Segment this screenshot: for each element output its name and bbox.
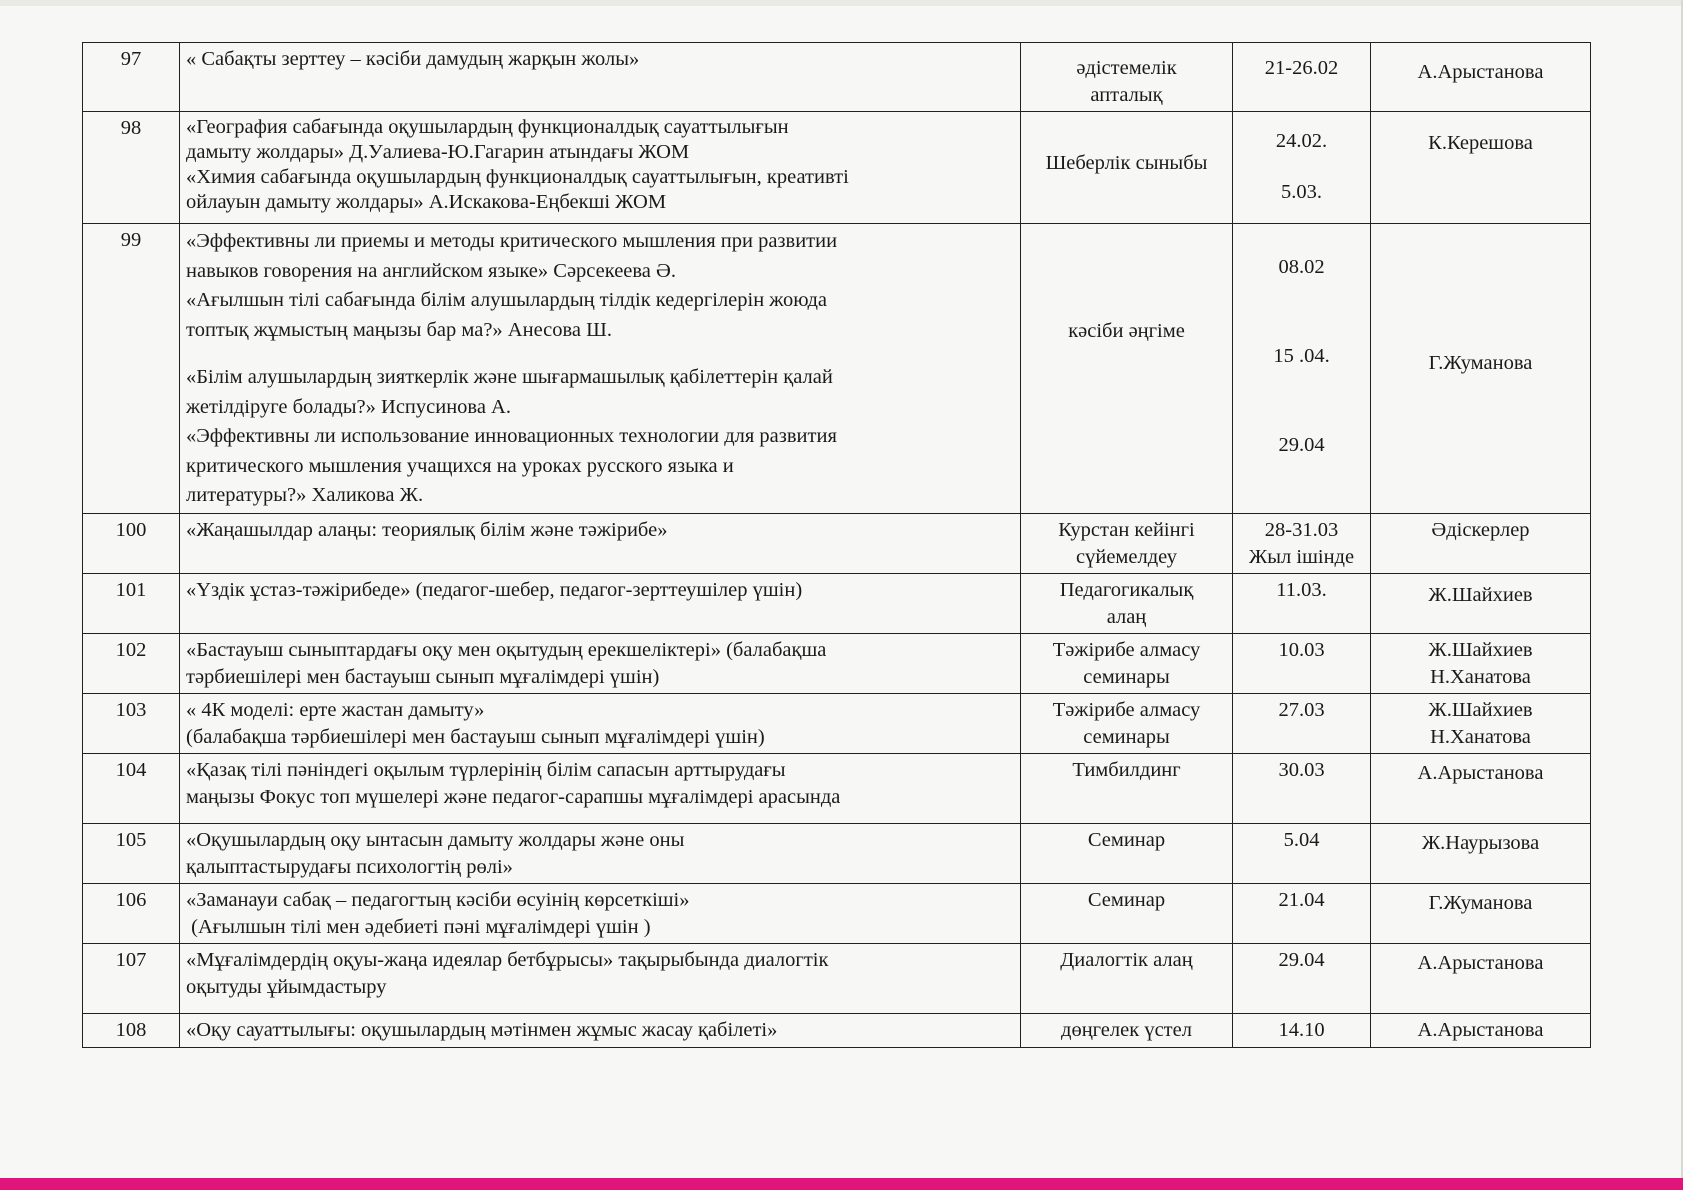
row-number: 105	[83, 824, 180, 884]
event-topic	[180, 224, 1021, 514]
topic-line: «Мұғалімдердің оқуы-жаңа идеялар бетбұрысы» тақырыбында диалогтік	[186, 949, 829, 971]
date-line: 5.04	[1283, 829, 1320, 851]
event-form	[1021, 754, 1233, 824]
responsible-line: Н.Ханатова	[1430, 666, 1531, 688]
event-responsible	[1371, 112, 1591, 224]
date-line: Жыл ішінде	[1248, 546, 1355, 568]
row-number: 106	[83, 884, 180, 944]
responsible-line: Ж.Шайхиев	[1428, 639, 1533, 661]
responsible-line: К.Керешова	[1428, 132, 1533, 154]
event-topic	[180, 574, 1021, 634]
event-form	[1021, 694, 1233, 754]
event-form	[1021, 574, 1233, 634]
date-line: 11.03.	[1276, 579, 1327, 601]
responsible-line: Ж.Шайхиев	[1428, 699, 1533, 721]
table-row	[83, 824, 1591, 884]
topic-line: (Ағылшын тілі мен әдебиеті пәні мұғалімдері үшін )	[186, 916, 651, 938]
event-date	[1233, 514, 1371, 574]
row-number: 100	[83, 514, 180, 574]
event-form	[1021, 944, 1233, 1014]
event-date	[1233, 112, 1371, 224]
event-topic	[180, 43, 1021, 112]
table-row	[83, 944, 1591, 1014]
row-number: 108	[83, 1014, 180, 1048]
event-date	[1233, 634, 1371, 694]
event-topic	[180, 944, 1021, 1014]
topic-line: навыков говорения на английском языке» Сәрсекеева Ә.	[186, 259, 676, 282]
form-line: Семинар	[1087, 889, 1166, 911]
event-responsible	[1371, 224, 1591, 514]
date-line: 24.02.	[1275, 130, 1328, 152]
form-line: Диалогтік алаң	[1060, 949, 1193, 971]
form-line: апталық	[1090, 84, 1163, 106]
date-line: 5.03.	[1281, 181, 1322, 203]
form-line: сүйемелдеу	[1076, 546, 1177, 568]
scan-top-edge	[0, 0, 1683, 6]
topic-line: «Эффективны ли приемы и методы критического мышления при развитии	[186, 230, 838, 252]
event-responsible	[1371, 754, 1591, 824]
date-line: 08.02	[1278, 256, 1325, 278]
date-line: 29.04	[1278, 949, 1325, 971]
responsible-line: Ж.Шайхиев	[1428, 584, 1533, 606]
row-number: 107	[83, 944, 180, 1014]
topic-line: «Ағылшын тілі сабағында білім алушылардың тілдік кедергілерін жоюда	[186, 289, 828, 311]
topic-line: тәрбиешілері мен бастауыш сынып мұғалімдері үшін)	[186, 666, 660, 688]
event-topic	[180, 754, 1021, 824]
event-form	[1021, 224, 1233, 514]
event-responsible	[1371, 43, 1591, 112]
topic-line: «Заманауи сабақ – педагогтың кәсіби өсуінің көрсеткіші»	[186, 889, 690, 911]
event-form	[1021, 514, 1233, 574]
table-row	[83, 634, 1591, 694]
responsible-line: А.Арыстанова	[1417, 1019, 1544, 1041]
event-form	[1021, 43, 1233, 112]
responsible-line: Әдіскерлер	[1431, 519, 1530, 541]
event-responsible	[1371, 1014, 1591, 1048]
form-line: әдістемелік	[1076, 57, 1177, 79]
table-row	[83, 754, 1591, 824]
topic-line: литературы?» Халикова Ж.	[186, 484, 424, 506]
topic-line: «География сабағында оқушылардың функционалдық сауаттылығын	[186, 116, 789, 138]
events-table-body	[83, 43, 1591, 1048]
event-date	[1233, 884, 1371, 944]
event-responsible	[1371, 634, 1591, 694]
topic-line: «Оқушылардың оқу ынтасын дамыту жолдары және оны	[186, 829, 685, 851]
event-topic	[180, 1014, 1021, 1048]
topic-line: «Жаңашылдар алаңы: теориялық білім және тәжірибе»	[186, 519, 668, 541]
event-date	[1233, 574, 1371, 634]
event-responsible	[1371, 824, 1591, 884]
event-topic	[180, 694, 1021, 754]
topic-line: «Үздік ұстаз-тәжірибеде» (педагог-шебер, педагог-зерттеушілер үшін)	[186, 579, 803, 601]
event-responsible	[1371, 514, 1591, 574]
form-line: кәсіби әңгіме	[1068, 320, 1185, 342]
row-number: 101	[83, 574, 180, 634]
event-form	[1021, 884, 1233, 944]
event-topic	[180, 514, 1021, 574]
event-responsible	[1371, 694, 1591, 754]
form-line: Шеберлік сыныбы	[1045, 152, 1208, 174]
form-line: Курстан кейінгі	[1058, 519, 1195, 541]
table-row	[83, 1014, 1591, 1048]
table-row	[83, 224, 1591, 514]
form-line: алаң	[1106, 606, 1147, 628]
date-line: 15 .04.	[1273, 345, 1330, 367]
topic-line: « 4К моделі: ерте жастан дамыту»	[186, 699, 485, 721]
page-bottom-band	[0, 1178, 1683, 1190]
topic-line: маңызы Фокус топ мүшелері және педагог-сарапшы мұғалімдері арасында	[186, 786, 841, 808]
date-line: 30.03	[1278, 759, 1325, 781]
topic-line: (балабақша тәрбиешілері мен бастауыш сынып мұғалімдері үшін)	[186, 726, 765, 748]
event-responsible	[1371, 944, 1591, 1014]
topic-line: қалыптастырудағы психологтің рөлі»	[186, 856, 513, 878]
responsible-line: Г.Жуманова	[1428, 352, 1533, 374]
date-line: 21.04	[1278, 889, 1325, 911]
responsible-line: Ж.Наурызова	[1421, 832, 1540, 854]
event-topic	[180, 634, 1021, 694]
date-line: 10.03	[1278, 639, 1325, 661]
event-responsible	[1371, 574, 1591, 634]
topic-line: «Оқу сауаттылығы: оқушылардың мәтінмен жұмыс жасау қабілеті»	[186, 1019, 778, 1041]
row-number: 102	[83, 634, 180, 694]
table-row	[83, 112, 1591, 224]
event-date	[1233, 824, 1371, 884]
event-date	[1233, 754, 1371, 824]
row-number: 103	[83, 694, 180, 754]
form-line: дөңгелек үстел	[1061, 1019, 1192, 1041]
topic-line: топтық жұмыстың маңызы бар ма?» Анесова Ш.	[186, 318, 612, 341]
topic-line: дамыту жолдары» Д.Уалиева-Ю.Гагарин атындағы ЖОМ	[186, 141, 690, 163]
table-row	[83, 694, 1591, 754]
topic-line: «Білім алушылардың зияткерлік және шығармашылық қабілеттерін қалай	[186, 366, 833, 388]
event-date	[1233, 1014, 1371, 1048]
date-line: 21-26.02	[1264, 57, 1339, 79]
form-line: Семинар	[1087, 829, 1166, 851]
row-number: 99	[83, 224, 180, 514]
topic-line: ойлауын дамыту жолдары» А.Искакова-Еңбекші ЖОМ	[186, 191, 667, 213]
topic-line: «Химия сабағында оқушылардың функционалдық сауаттылығын, креативті	[186, 166, 849, 188]
table-row	[83, 514, 1591, 574]
table-row	[83, 43, 1591, 112]
event-responsible	[1371, 884, 1591, 944]
event-form	[1021, 824, 1233, 884]
event-date	[1233, 944, 1371, 1014]
responsible-line: А.Арыстанова	[1417, 762, 1544, 784]
event-date	[1233, 224, 1371, 514]
form-line: Тәжірибе алмасу	[1052, 639, 1201, 661]
responsible-line: А.Арыстанова	[1417, 61, 1544, 83]
date-line: 28-31.03	[1264, 519, 1339, 541]
date-line: 14.10	[1278, 1019, 1325, 1041]
date-line: 29.04	[1278, 434, 1325, 456]
event-form	[1021, 112, 1233, 224]
form-line: семинары	[1083, 726, 1170, 748]
row-number: 97	[83, 43, 180, 112]
date-line: 27.03	[1278, 699, 1325, 721]
responsible-line: Г.Жуманова	[1428, 892, 1533, 914]
topic-line: «Эффективны ли использование инновационных технологии для развития	[186, 425, 837, 447]
form-line: Тимбилдинг	[1072, 759, 1181, 781]
event-date	[1233, 694, 1371, 754]
form-line: семинары	[1083, 666, 1170, 688]
event-topic	[180, 112, 1021, 224]
topic-line: критического мышления учащихся на уроках русского языка и	[186, 454, 734, 477]
topic-line: «Бастауыш сыныптардағы оқу мен оқытудың ерекшеліктері» (балабақша	[186, 639, 827, 661]
events-table	[82, 42, 1591, 1048]
event-form	[1021, 634, 1233, 694]
event-topic	[180, 824, 1021, 884]
row-number: 98	[83, 112, 180, 224]
event-form	[1021, 1014, 1233, 1048]
topic-line: жетілдіруге болады?» Испусинова А.	[186, 395, 511, 418]
topic-line: оқытуды ұйымдастыру	[186, 976, 387, 998]
table-row	[83, 574, 1591, 634]
topic-line: « Сабақты зерттеу – кәсіби дамудың жарқын жолы»	[186, 48, 640, 70]
event-date	[1233, 43, 1371, 112]
responsible-line: А.Арыстанова	[1417, 952, 1544, 974]
form-line: Педагогикалық	[1059, 579, 1194, 601]
row-number: 104	[83, 754, 180, 824]
table-row	[83, 884, 1591, 944]
topic-line: «Қазақ тілі пәніндегі оқылым түрлерінің білім сапасын арттырудағы	[186, 759, 786, 781]
event-topic	[180, 884, 1021, 944]
responsible-line: Н.Ханатова	[1430, 726, 1531, 748]
form-line: Тәжірибе алмасу	[1052, 699, 1201, 721]
